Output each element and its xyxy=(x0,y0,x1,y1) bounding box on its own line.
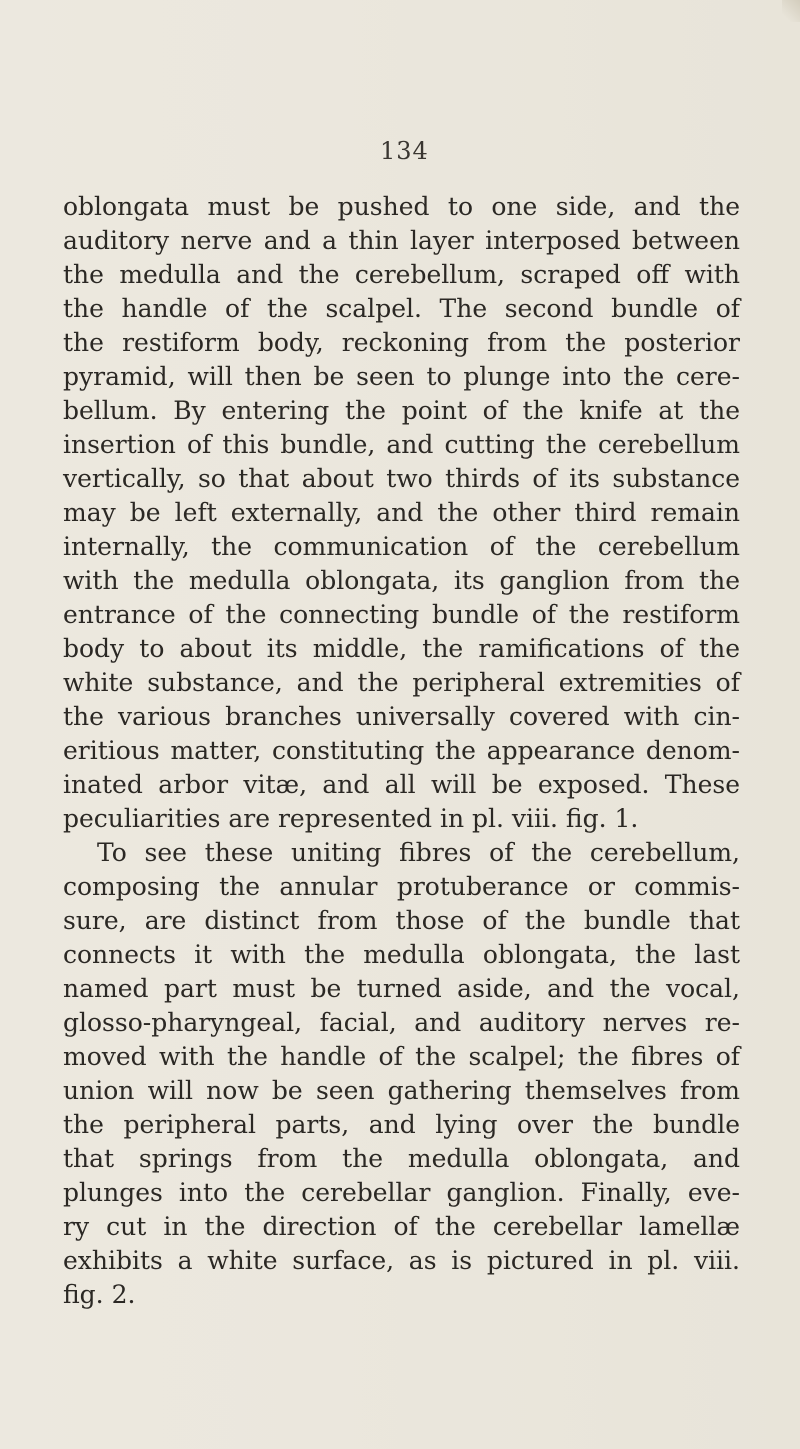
body-text xyxy=(63,190,740,1312)
text-line: connects it with the medulla oblongata, the last xyxy=(63,940,740,969)
text-line: internally, the communication of the cerebellum xyxy=(63,532,740,561)
text-line: auditory nerve and a thin layer interposed between xyxy=(63,226,740,255)
text-line: bellum. By entering the point of the knife at the xyxy=(63,396,740,425)
text-line: may be left externally, and the other third remain xyxy=(63,498,740,527)
text-line: plunges into the cerebellar ganglion. Finally, eve- xyxy=(63,1178,740,1207)
text-line: the handle of the scalpel. The second bundle of xyxy=(63,294,740,323)
text-line: insertion of this bundle, and cutting the cerebellum xyxy=(63,430,740,459)
text-line: moved with the handle of the scalpel; the fibres of xyxy=(63,1042,740,1071)
text-line: pyramid, will then be seen to plunge into the cere- xyxy=(63,362,740,391)
text-line: oblongata must be pushed to one side, and the xyxy=(63,192,740,221)
text-line: entrance of the connecting bundle of the restiform xyxy=(63,600,740,629)
text-line: sure, are distinct from those of the bundle that xyxy=(63,906,740,935)
text-line: vertically, so that about two thirds of its substance xyxy=(63,464,740,493)
text-line: exhibits a white surface, as is pictured in pl. viii. xyxy=(63,1246,740,1275)
paragraph-end-line: peculiarities are represented in pl. viii. fig. 1. xyxy=(63,804,639,833)
text-line: ry cut in the direction of the cerebellar lamellæ xyxy=(63,1212,740,1241)
text-line: body to about its middle, the ramifications of the xyxy=(63,634,740,663)
paragraph-end-line: fig. 2. xyxy=(63,1280,136,1309)
text-line: the various branches universally covered with cin- xyxy=(63,702,740,731)
text-line: with the medulla oblongata, its ganglion from the xyxy=(63,566,740,595)
text-line: composing the annular protuberance or commis- xyxy=(63,872,740,901)
text-line: that springs from the medulla oblongata, and xyxy=(63,1144,740,1173)
text-line: union will now be seen gathering themselves from xyxy=(63,1076,740,1105)
text-line: inated arbor vitæ, and all will be exposed. These xyxy=(63,770,740,799)
text-line: white substance, and the peripheral extremities of xyxy=(63,668,740,697)
text-line: named part must be turned aside, and the vocal, xyxy=(63,974,740,1003)
text-line: the peripheral parts, and lying over the bundle xyxy=(63,1110,740,1139)
text-line: eritious matter, constituting the appearance denom- xyxy=(63,736,740,765)
page-corner-shadow xyxy=(782,0,800,22)
text-line: glosso-pharyngeal, facial, and auditory nerves re- xyxy=(63,1008,740,1037)
paragraph-start-line: To see these uniting fibres of the cerebellum, xyxy=(97,838,740,867)
text-line: the medulla and the cerebellum, scraped off with xyxy=(63,260,740,289)
page-number: 134 xyxy=(380,137,429,165)
text-line: the restiform body, reckoning from the posterior xyxy=(63,328,740,357)
